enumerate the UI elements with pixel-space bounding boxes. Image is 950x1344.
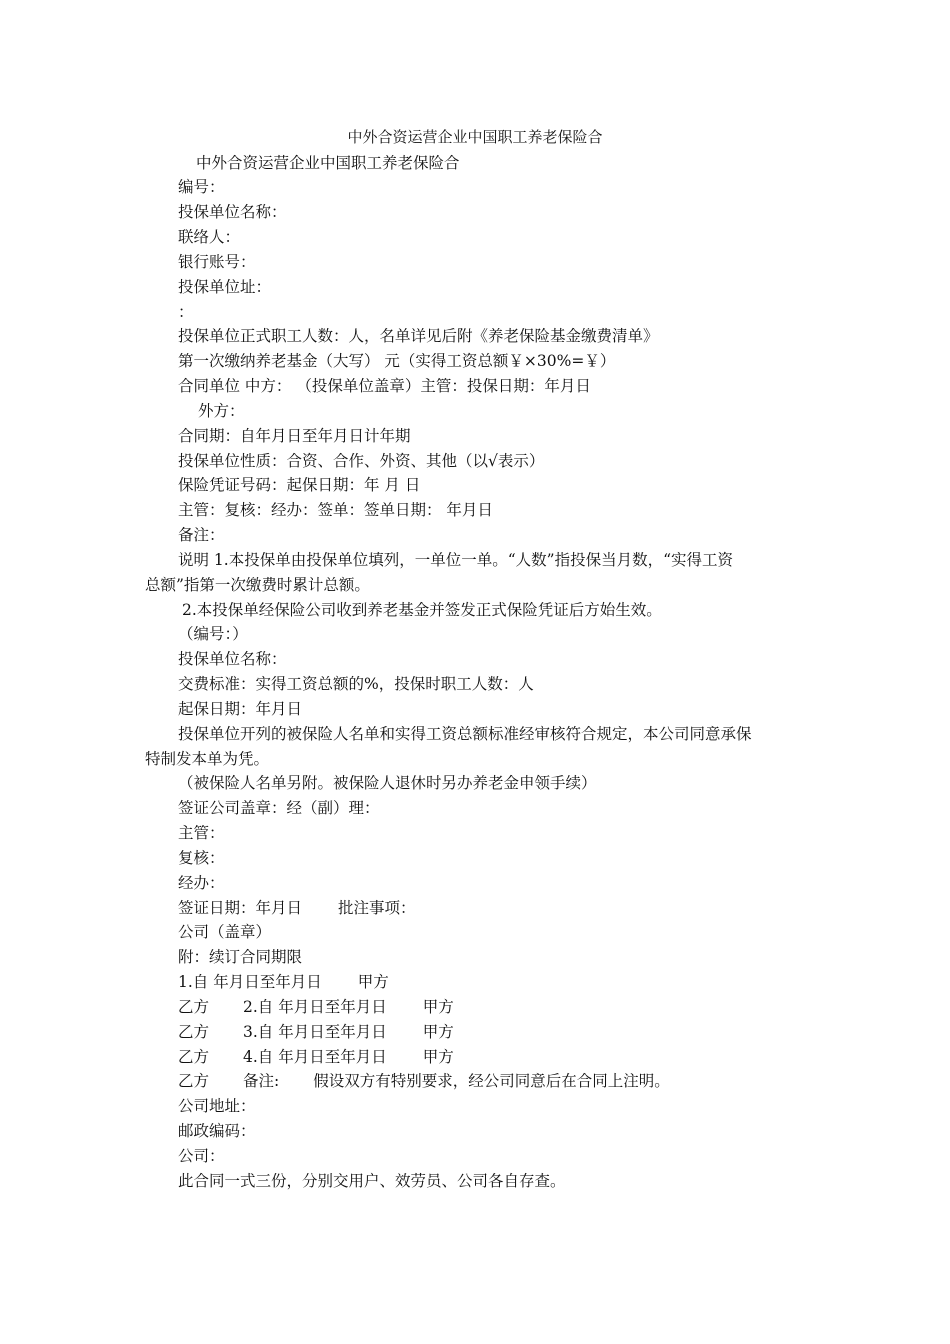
note-1-line-1: 说明 1.本投保单由投保单位填列，一单位一单。“人数”指投保当月数，“实得工资 bbox=[178, 551, 733, 569]
renewal-row-1 bbox=[178, 971, 389, 993]
field-start-date: 起保日期：年月日 bbox=[178, 700, 303, 718]
field-signers: 主管：复核：经办：签单：签单日期： 年月日 bbox=[178, 501, 493, 519]
note-1-line-2: 总额”指第一次缴费时累计总额。 bbox=[145, 576, 370, 594]
field-address: 投保单位址： bbox=[178, 278, 272, 296]
field-waifang: 外方： bbox=[198, 402, 245, 420]
approval-line-2: 特制发本单为凭。 bbox=[145, 750, 270, 768]
renewal-jiafang-3: 甲方 bbox=[422, 1023, 454, 1041]
field-fee-standard: 交费标准：实得工资总额的%，投保时职工人数：人 bbox=[178, 675, 534, 693]
renewal-period-2: 2.自 年月日至年月日 bbox=[243, 998, 387, 1016]
field-company-seal: 签证公司盖章：经（副）理： bbox=[178, 799, 380, 817]
renewal-row-4 bbox=[178, 1046, 454, 1068]
field-nature: 投保单位性质：合资、合作、外资、其他（以√表示） bbox=[178, 452, 545, 470]
field-voucher: 保险凭证号码：起保日期：年 月 日 bbox=[178, 476, 421, 494]
renewal-yifang-2: 乙方 bbox=[178, 1023, 210, 1041]
field-postal-code: 邮政编码： bbox=[178, 1122, 256, 1140]
renewal-row-3 bbox=[178, 1021, 454, 1043]
field-sign-date: 签证日期：年月日 bbox=[178, 899, 303, 917]
renewal-period-3: 3.自 年月日至年月日 bbox=[243, 1023, 387, 1041]
renewal-row-2 bbox=[178, 996, 454, 1018]
field-jingban: 经办： bbox=[178, 874, 225, 892]
field-lianluoren: 联络人： bbox=[178, 228, 241, 246]
field-renewal: 附：续订合同期限 bbox=[178, 948, 303, 966]
field-bianhao-paren: （编号：） bbox=[178, 625, 248, 643]
renewal-row-5 bbox=[178, 1070, 670, 1092]
copies-note: 此合同一式三份，分别交用户、效劳员、公司各自存查。 bbox=[178, 1172, 566, 1190]
field-toubao-name-2: 投保单位名称： bbox=[178, 650, 287, 668]
field-fuhe: 复核： bbox=[178, 849, 225, 867]
field-pizhu: 批注事项： bbox=[338, 899, 416, 917]
renewal-jiafang-4: 甲方 bbox=[422, 1048, 454, 1066]
field-beizhu: 备注: bbox=[243, 1072, 280, 1090]
field-zhuguan: 主管： bbox=[178, 824, 225, 842]
note-2: 2.本投保单经保险公司收到养老基金并签发正式保险凭证后方始生效。 bbox=[182, 601, 662, 619]
sign-date-row bbox=[178, 897, 416, 919]
beizhu-text: 假设双方有特别要求，经公司同意后在合同上注明。 bbox=[313, 1072, 670, 1090]
field-toubao-name: 投保单位名称： bbox=[178, 203, 287, 221]
document-title: 中外合资运营企业中国职工养老保险合 bbox=[347, 128, 603, 146]
field-bank-account: 银行账号： bbox=[178, 253, 256, 271]
renewal-yifang-3: 乙方 bbox=[178, 1048, 210, 1066]
insured-note: （被保险人名单另附。被保险人退休时另办养老金申领手续） bbox=[178, 774, 597, 792]
field-colon: ： bbox=[178, 303, 194, 321]
document-subtitle: 中外合资运营企业中国职工养老保险合 bbox=[196, 154, 460, 172]
field-remark: 备注： bbox=[178, 526, 225, 544]
field-company: 公司： bbox=[178, 1147, 225, 1165]
renewal-period-1: 1.自 年月日至年月日 bbox=[178, 973, 322, 991]
approval-line-1: 投保单位开列的被保险人名单和实得工资总额标准经审核符合规定，本公司同意承保 bbox=[178, 725, 752, 743]
renewal-jiafang-2: 甲方 bbox=[422, 998, 454, 1016]
renewal-jiafang-1: 甲方 bbox=[357, 973, 389, 991]
field-bianhao: 编号： bbox=[178, 178, 225, 196]
renewal-yifang-4: 乙方 bbox=[178, 1072, 210, 1090]
field-first-payment: 第一次缴纳养老基金（大写） 元（实得工资总额￥×30%=￥） bbox=[178, 352, 616, 370]
renewal-yifang-1: 乙方 bbox=[178, 998, 210, 1016]
field-company-stamp: 公司（盖章） bbox=[178, 923, 272, 941]
renewal-period-4: 4.自 年月日至年月日 bbox=[243, 1048, 387, 1066]
field-company-address: 公司地址： bbox=[178, 1097, 256, 1115]
field-contract-period: 合同期：自年月日至年月日计年期 bbox=[178, 427, 411, 445]
field-contract-party: 合同单位 中方： （投保单位盖章）主管：投保日期：年月日 bbox=[178, 377, 591, 395]
field-staff-count: 投保单位正式职工人数：人，名单详见后附《养老保险基金缴费清单》 bbox=[178, 327, 659, 345]
